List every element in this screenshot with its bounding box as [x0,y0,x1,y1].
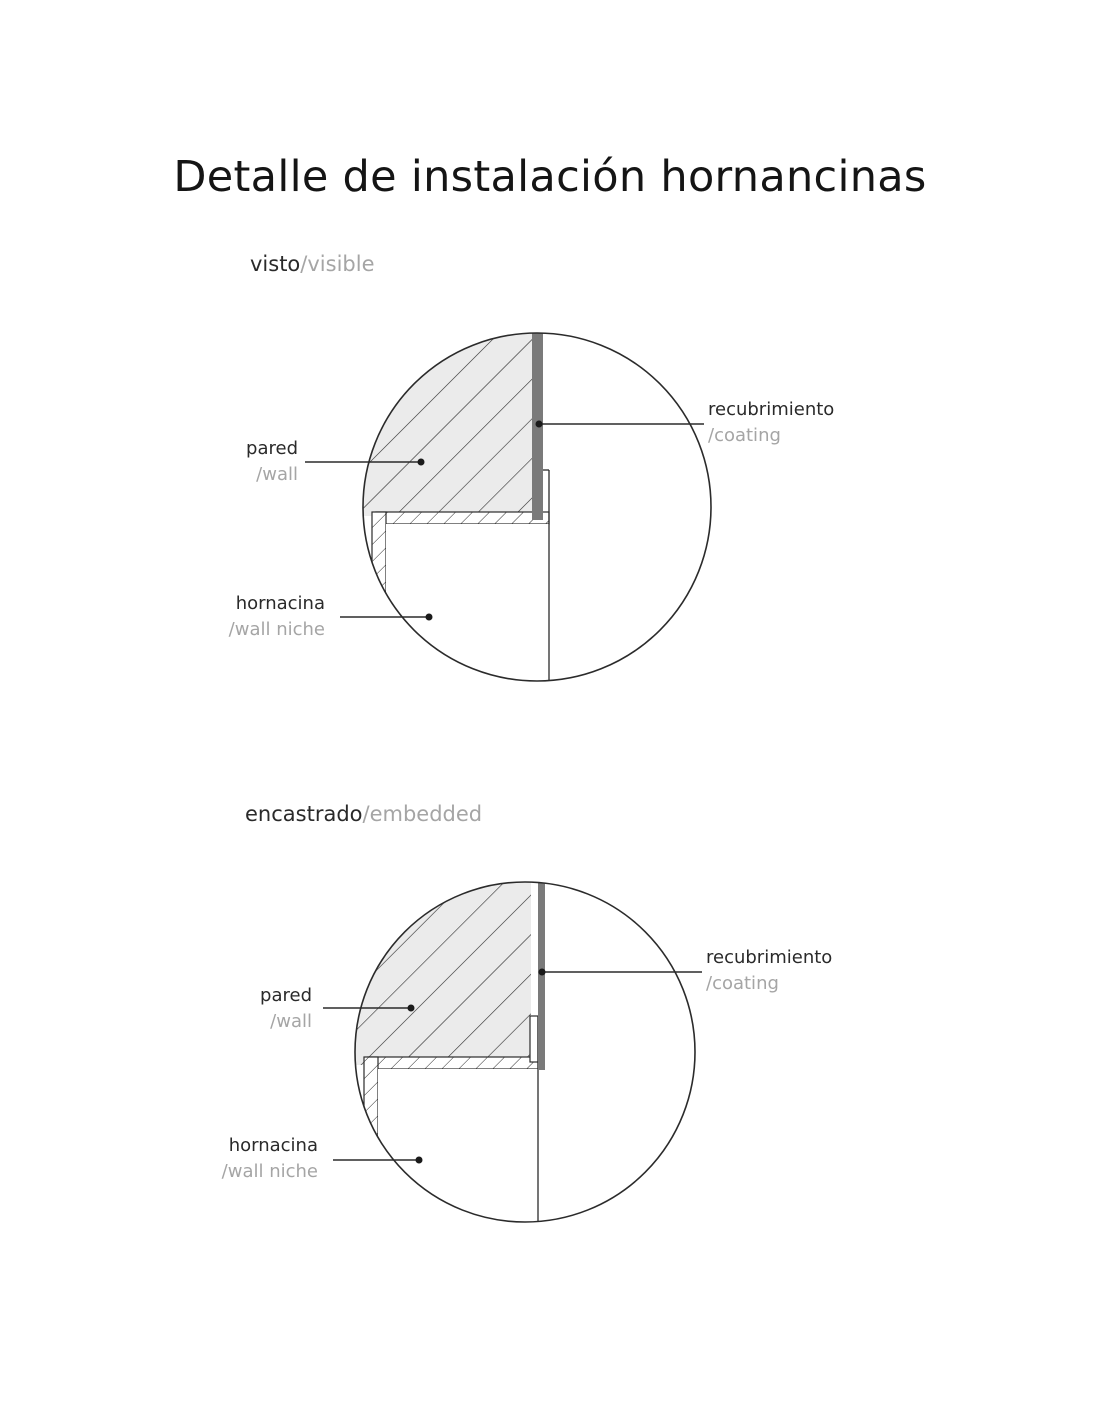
coating-strip [532,320,543,520]
label-recubrimiento [708,397,834,449]
label-english: /wall niche [221,1161,318,1182]
leader-recubrimiento [536,421,705,428]
label-spanish: hornacina [235,593,325,614]
label-spanish: hornacina [228,1135,318,1156]
label-english: /wall [270,1011,312,1032]
label-hornacina [190,591,325,643]
niche-interior [386,524,549,704]
label-english: /coating [706,973,779,994]
wall-section [350,875,531,1065]
detail-visible [305,320,711,704]
label-english: /wall [256,464,298,485]
label-hornacina [183,1133,318,1185]
label-spanish: recubrimiento [708,399,835,420]
detail-embedded [323,875,702,1240]
niche-lining-top [368,1057,538,1069]
label-spanish: pared [246,438,298,459]
niche-lining-top [376,512,549,524]
label-english: /coating [708,425,781,446]
heading-spanish: encastrado [245,802,363,826]
label-pared [198,436,298,488]
label-pared [212,983,312,1035]
recess-frame [530,1016,538,1062]
niche-interior [378,1069,538,1239]
page-title: Detalle de instalación hornancinas [173,152,927,202]
label-spanish: recubrimiento [706,947,833,968]
heading-english: /embedded [362,802,483,826]
label-english: /wall niche [228,619,325,640]
niche-lining-side [372,512,386,702]
label-spanish: pared [260,985,312,1006]
niche-lining-side [364,1057,378,1237]
heading-spanish: visto [250,252,301,276]
leader-recubrimiento [539,969,703,976]
label-recubrimiento [706,945,832,997]
wall-section [340,320,532,516]
heading-english: /visible [300,252,375,276]
